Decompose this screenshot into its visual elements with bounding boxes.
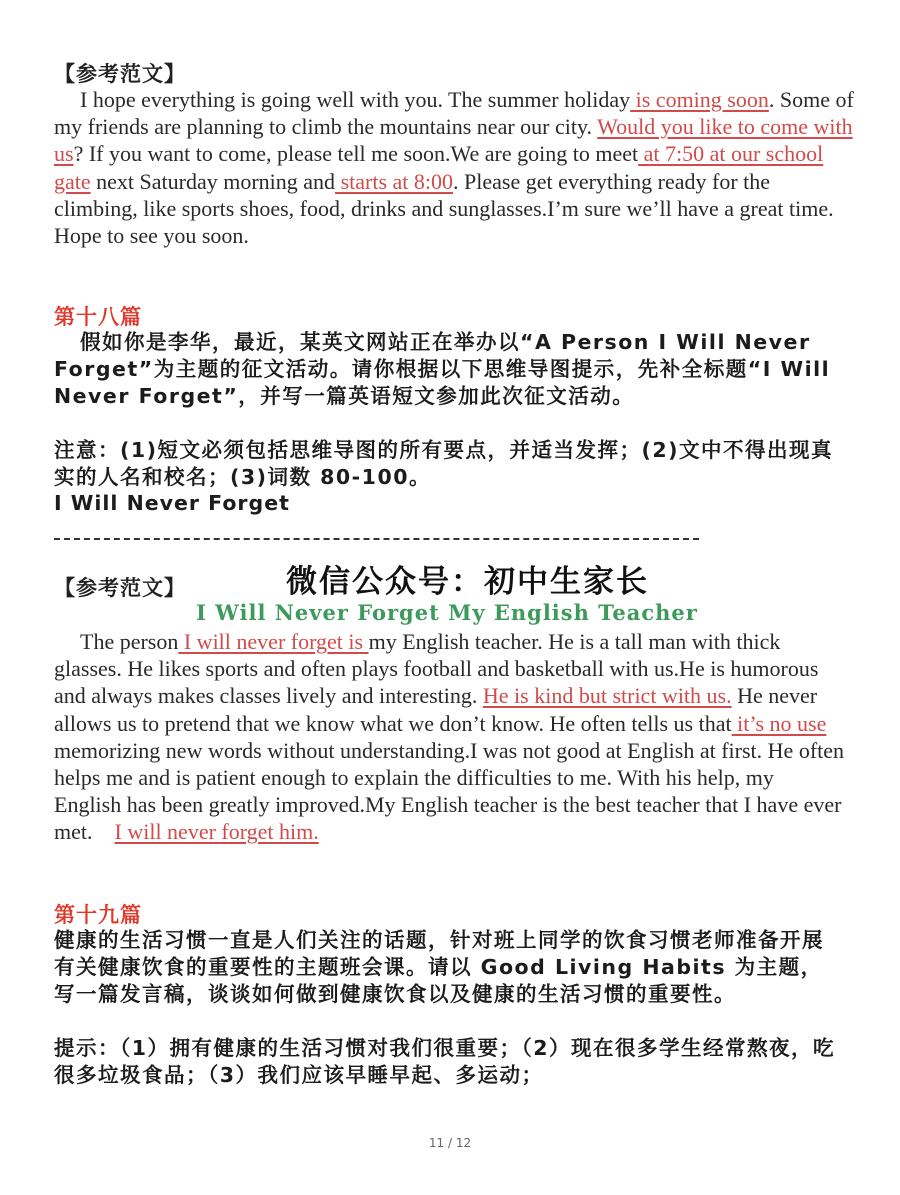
note-18: 注意：(1)短文必须包括思维导图的所有要点，并适当发挥；(2)文中不得出现真实的人名和校名；(3)词数 80-100。 [54, 438, 834, 489]
reference-essay-18 [54, 628, 846, 846]
essay18-underlined-answer: He is kind but strict with us. [482, 683, 732, 709]
subtitle-18: I Will Never Forget [54, 491, 290, 515]
reference-heading-18: 【参考范文】 [54, 576, 186, 600]
essay17-underlined-answer: starts at 8:00 [335, 168, 453, 194]
essay18-underlined-answer: I will never forget him. [114, 819, 319, 845]
section-title-18: 第十八篇 [54, 305, 142, 329]
essay18-underlined-answer: I will never forget is [178, 629, 369, 654]
essay17-text-run: next Saturday morning and [90, 168, 336, 194]
prompt-18 [54, 329, 844, 410]
section-title-19: 第十九篇 [54, 903, 142, 927]
essay17-underlined-answer: is coming soon [630, 87, 769, 112]
essay17-text-run: . Please get everything ready for the climbing, like sports shoes, food, drinks and sunglasses.I’m sure we’ll have a great time. Hope to see you soon. [54, 168, 834, 249]
essay18-text-run: my English teacher. He is a tall man with thick glasses. He likes sports and often plays football and basketball with us.He is humorous and always makes classes lively and interesting. [54, 629, 819, 709]
reference-essay-17 [54, 86, 854, 249]
divider-dashes [54, 538, 699, 540]
essay17-underlined-answer: Would you like to come with us [54, 114, 853, 167]
essay18-text-run: He never allows us to pretend that we know what we don’t know. He often tells us that [54, 683, 818, 736]
prompt-18-text: 假如你是李华，最近，某英文网站正在举办以“A Person I Will Never Forget”为主题的征文活动。请你根据以下思维导图提示，先补全标题“I Will Never Forget”，并写一篇英语短文参加此次征文活动。 [54, 330, 831, 408]
reference-heading-17: 【参考范文】 [54, 62, 186, 86]
watermark-text: 微信公众号：初中生家长 [286, 564, 649, 600]
essay17-underlined-answer: at 7:50 at our school gate [54, 141, 824, 194]
essay17-text-run: I hope everything is going well with you. The summer holiday [80, 87, 631, 112]
essay18-underlined-answer: it’s no use [731, 710, 827, 736]
prompt-19: 健康的生活习惯一直是人们关注的话题，针对班上同学的饮食习惯老师准备开展有关健康饮食的重要性的主题班会课。请以 Good Living Habits 为主题，写一篇发言稿，谈谈如何做到健康饮食以及健康的生活习惯的重要性。 [54, 928, 824, 1006]
essay-title-18: I Will Never Forget My English Teacher [196, 600, 698, 625]
essay18-text-run: The person [80, 629, 179, 654]
page-indicator: 11 / 12 [428, 1136, 472, 1150]
hint-19: 提示：（1）拥有健康的生活习惯对我们很重要；（2）现在很多学生经常熬夜，吃很多垃圾食品；（3）我们应该早睡早起、多运动； [54, 1036, 836, 1087]
essay17-text-run: . Some of my friends are planning to climb the mountains near our city. [54, 87, 854, 140]
essay18-text-run: memorizing new words without understanding.I was not good at English at first. He often helps me and is patient enough to explain the difficulties to me. With his help, my English has been greatly improved.My English teacher is the best teacher that I have ever met. [54, 737, 845, 845]
essay17-text-run: ? If you want to come, please tell me soon.We are going to meet [73, 141, 639, 167]
